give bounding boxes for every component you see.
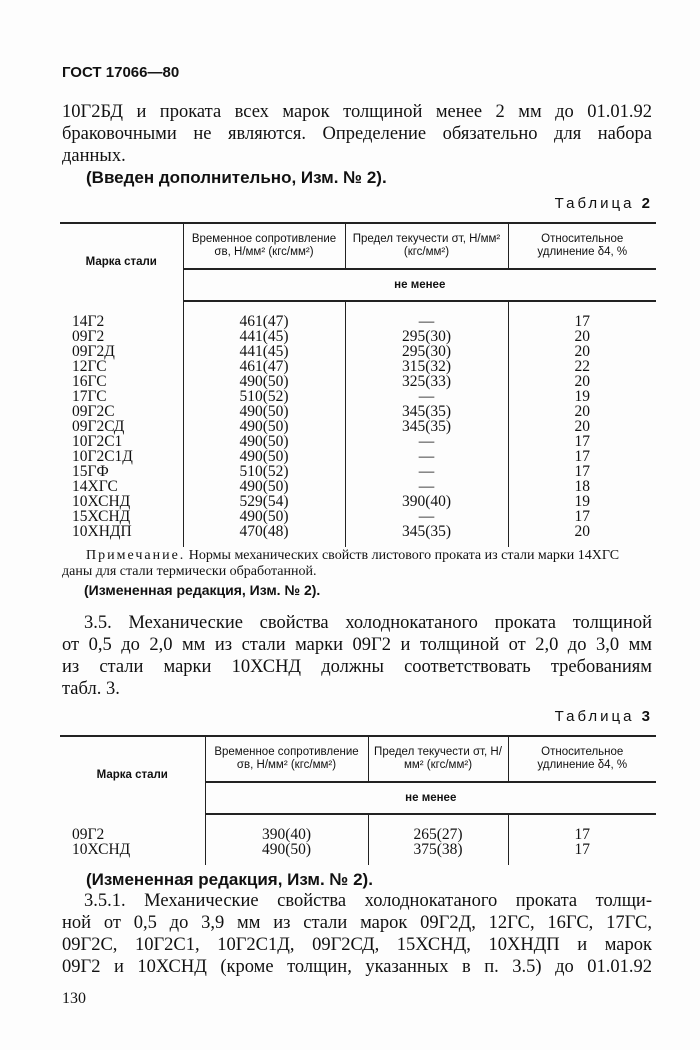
table-cell: 490(50)	[183, 374, 345, 389]
table-cell: 17	[508, 814, 656, 842]
text-line: ной от 0,5 до 3,9 мм из стали марок 09Г2Д, 12ГС, 16ГС, 17ГС,	[62, 913, 652, 933]
table-cell: 375(38)	[368, 842, 508, 865]
column-header: Временное сопротивление σв, Н/мм² (кгс/мм²)	[183, 223, 345, 269]
table-cell: 10ХСНД	[72, 841, 131, 858]
table-cell: 17	[508, 449, 656, 464]
table-row	[60, 464, 656, 479]
table-cell: 17	[508, 842, 656, 865]
table-cell: 315(32)	[345, 359, 508, 374]
table-cell: 490(50)	[183, 449, 345, 464]
table-cell: 470(48)	[183, 524, 345, 547]
table-row	[60, 494, 656, 509]
table-cell: 20	[508, 344, 656, 359]
section-3-5-1	[62, 890, 652, 978]
table-cell: 15ГФ	[72, 463, 109, 480]
text-line: 09Г2 и 10ХСНД (кроме толщин, указанных в п. 3.5) до 01.01.92	[62, 957, 652, 977]
table-cell: 490(50)	[183, 404, 345, 419]
note-label: Примечание.	[86, 548, 186, 563]
section-3-5	[62, 612, 652, 700]
table-cell: 17	[508, 301, 656, 329]
table-cell: 10Г2С1	[72, 433, 123, 450]
table-cell: 10Г2С1Д	[72, 448, 133, 465]
table-cell: 441(45)	[183, 344, 345, 359]
column-header: Предел текучести σт, Н/мм² (кгс/мм²)	[368, 736, 508, 782]
column-header: Предел текучести σт, Н/мм² (кгс/мм²)	[345, 223, 508, 269]
amendment-note: (Измененная редакция, Изм. № 2).	[86, 870, 373, 889]
table-cell: 14Г2	[72, 312, 105, 330]
table-cell: 10ХНДП	[72, 523, 132, 540]
table-cell: 17ГС	[72, 388, 107, 405]
table-3	[60, 735, 656, 865]
text-line: табл. 3.	[62, 679, 120, 699]
table-cell: 461(47)	[183, 359, 345, 374]
table-cell: 265(27)	[368, 814, 508, 842]
table-cell: 510(52)	[183, 389, 345, 404]
note-text: Нормы механических свойств листового проката из стали марки 14ХГС даны для стали термически обработанной.	[62, 548, 620, 579]
table-cell: 295(30)	[345, 344, 508, 359]
table-row	[60, 524, 656, 547]
table-cell: —	[345, 434, 508, 449]
table-note	[62, 548, 652, 598]
table-cell: 10ХСНД	[72, 493, 131, 510]
text-line: данных.	[62, 146, 126, 166]
table-cell: 09Г2СД	[72, 418, 125, 435]
table-cell: 490(50)	[183, 434, 345, 449]
table-cell: —	[345, 509, 508, 524]
subheader: не менее	[183, 269, 656, 301]
table-cell: 12ГС	[72, 358, 107, 375]
table-cell: 09Г2С	[72, 403, 115, 420]
text-line: 3.5.1. Механические свойства холоднокатаного проката толщи-	[84, 891, 652, 911]
table-row	[60, 344, 656, 359]
table-row	[60, 359, 656, 374]
text-line: от 0,5 до 2,0 мм из стали марки 09Г2 и толщиной от 2,0 до 3,0 мм	[62, 635, 652, 655]
column-header: Относительное удлинение δ4, %	[508, 736, 656, 782]
table-row	[60, 509, 656, 524]
table-cell: 14ХГС	[72, 478, 118, 495]
table-cell: —	[345, 301, 508, 329]
table-cell: —	[345, 449, 508, 464]
table-cell: 345(35)	[345, 419, 508, 434]
table-row	[60, 329, 656, 344]
table-2	[60, 222, 656, 547]
table-cell: 295(30)	[345, 329, 508, 344]
table-cell: 22	[508, 359, 656, 374]
page-number: 130	[62, 990, 86, 1007]
text-line: браковочными не являются. Определение обязательно для набора	[62, 124, 652, 144]
text-line: 09Г2С, 10Г2С1, 10Г2С1Д, 09Г2СД, 15ХСНД, 10ХНДП и марок	[62, 935, 652, 955]
table-row	[60, 389, 656, 404]
table-row	[60, 301, 656, 329]
table-row	[60, 374, 656, 389]
table3-caption: Таблица 3	[554, 708, 650, 725]
intro-paragraph	[62, 101, 652, 167]
table-cell: 529(54)	[183, 494, 345, 509]
table-row	[60, 449, 656, 464]
table-row	[60, 419, 656, 434]
table-cell: 20	[508, 374, 656, 389]
table-cell: 390(40)	[345, 494, 508, 509]
table-cell: 17	[508, 509, 656, 524]
table-cell: 20	[508, 419, 656, 434]
table-cell: 09Г2	[72, 825, 105, 843]
table-cell: 490(50)	[205, 842, 368, 865]
amendment-note: (Введен дополнительно, Изм. № 2).	[86, 168, 387, 187]
table-cell: —	[345, 464, 508, 479]
table-row	[60, 814, 656, 842]
table-cell: 390(40)	[205, 814, 368, 842]
table-cell: 490(50)	[183, 419, 345, 434]
table-cell: —	[345, 389, 508, 404]
table-cell: —	[345, 479, 508, 494]
table-cell: 345(35)	[345, 404, 508, 419]
table-cell: 16ГС	[72, 373, 107, 390]
table-cell: 19	[508, 494, 656, 509]
table-cell: 441(45)	[183, 329, 345, 344]
table-row	[60, 434, 656, 449]
table-cell: 461(47)	[183, 301, 345, 329]
table-cell: 15ХСНД	[72, 508, 131, 525]
column-header: Марка стали	[60, 223, 183, 301]
table-cell: 20	[508, 524, 656, 547]
table-cell: 09Г2	[72, 328, 105, 345]
table-cell: 09Г2Д	[72, 343, 115, 360]
table-cell: 490(50)	[183, 479, 345, 494]
table-cell: 19	[508, 389, 656, 404]
table-cell: 325(33)	[345, 374, 508, 389]
table-cell: 20	[508, 404, 656, 419]
table-cell: 17	[508, 434, 656, 449]
standard-header: ГОСТ 17066—80	[62, 64, 180, 81]
text-line: 3.5. Механические свойства холоднокатаного проката толщиной	[84, 613, 652, 633]
text-line: 10Г2БД и проката всех марок толщиной менее 2 мм до 01.01.92	[62, 102, 652, 122]
table-cell: 18	[508, 479, 656, 494]
text-line: из стали марки 10ХСНД должны соответствовать требованиям	[62, 657, 652, 677]
table-cell: 345(35)	[345, 524, 508, 547]
table-row	[60, 479, 656, 494]
table-row	[60, 404, 656, 419]
column-header: Относительное удлинение δ4, %	[508, 223, 656, 269]
table-cell: 510(52)	[183, 464, 345, 479]
amendment-note: (Измененная редакция, Изм. № 2).	[84, 582, 321, 598]
table2-caption: Таблица 2	[554, 195, 650, 212]
column-header: Марка стали	[60, 736, 205, 814]
subheader: не менее	[205, 782, 656, 814]
column-header: Временное сопротивление σв, Н/мм² (кгс/мм²)	[205, 736, 368, 782]
table-row	[60, 842, 656, 865]
table-cell: 490(50)	[183, 509, 345, 524]
table-cell: 17	[508, 464, 656, 479]
table-cell: 20	[508, 329, 656, 344]
